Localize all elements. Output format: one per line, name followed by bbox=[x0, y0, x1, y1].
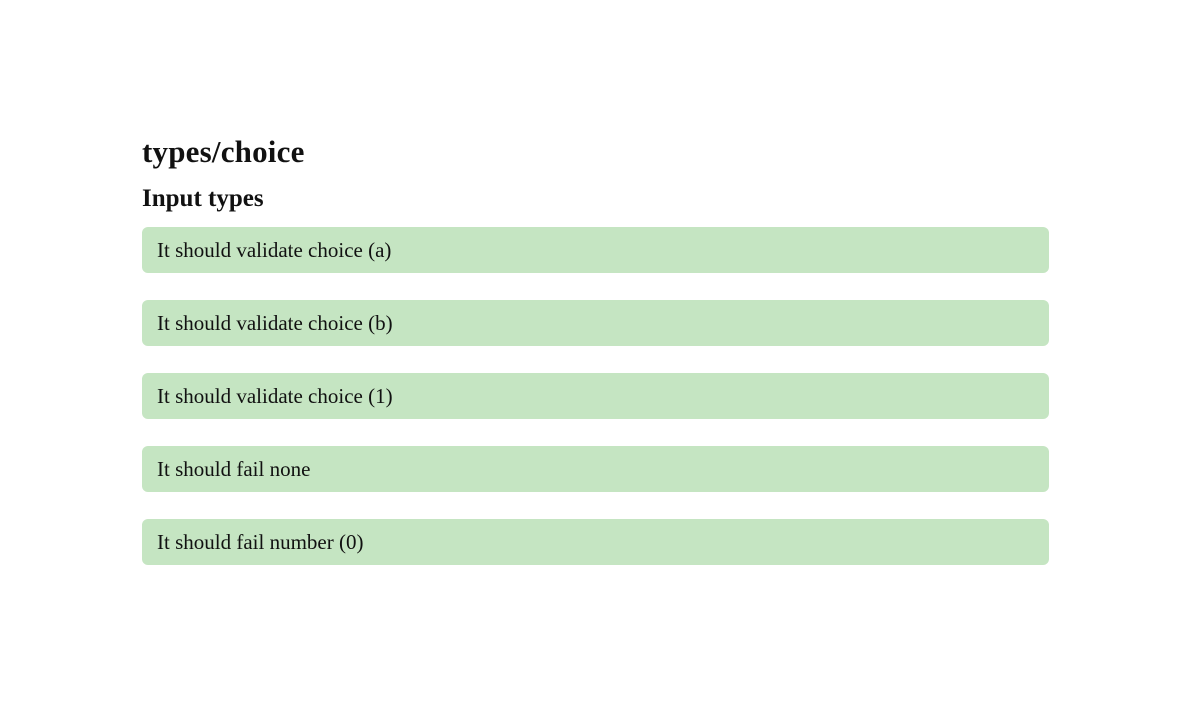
test-list bbox=[142, 227, 1049, 565]
test-report bbox=[142, 132, 1049, 592]
test-result-label: It should fail none bbox=[157, 457, 311, 481]
section-title: Input types bbox=[142, 185, 264, 212]
test-result-fail-number-0 bbox=[142, 519, 1049, 565]
test-result-validate-choice-a bbox=[142, 227, 1049, 273]
test-result-validate-choice-b bbox=[142, 300, 1049, 346]
test-result-label: It should fail number (0) bbox=[157, 530, 364, 554]
test-result-label: It should validate choice (a) bbox=[157, 238, 392, 262]
test-result-label: It should validate choice (1) bbox=[157, 384, 393, 408]
page-title: types/choice bbox=[142, 134, 305, 169]
test-result-fail-none bbox=[142, 446, 1049, 492]
test-result-label: It should validate choice (b) bbox=[157, 311, 393, 335]
test-result-validate-choice-1 bbox=[142, 373, 1049, 419]
